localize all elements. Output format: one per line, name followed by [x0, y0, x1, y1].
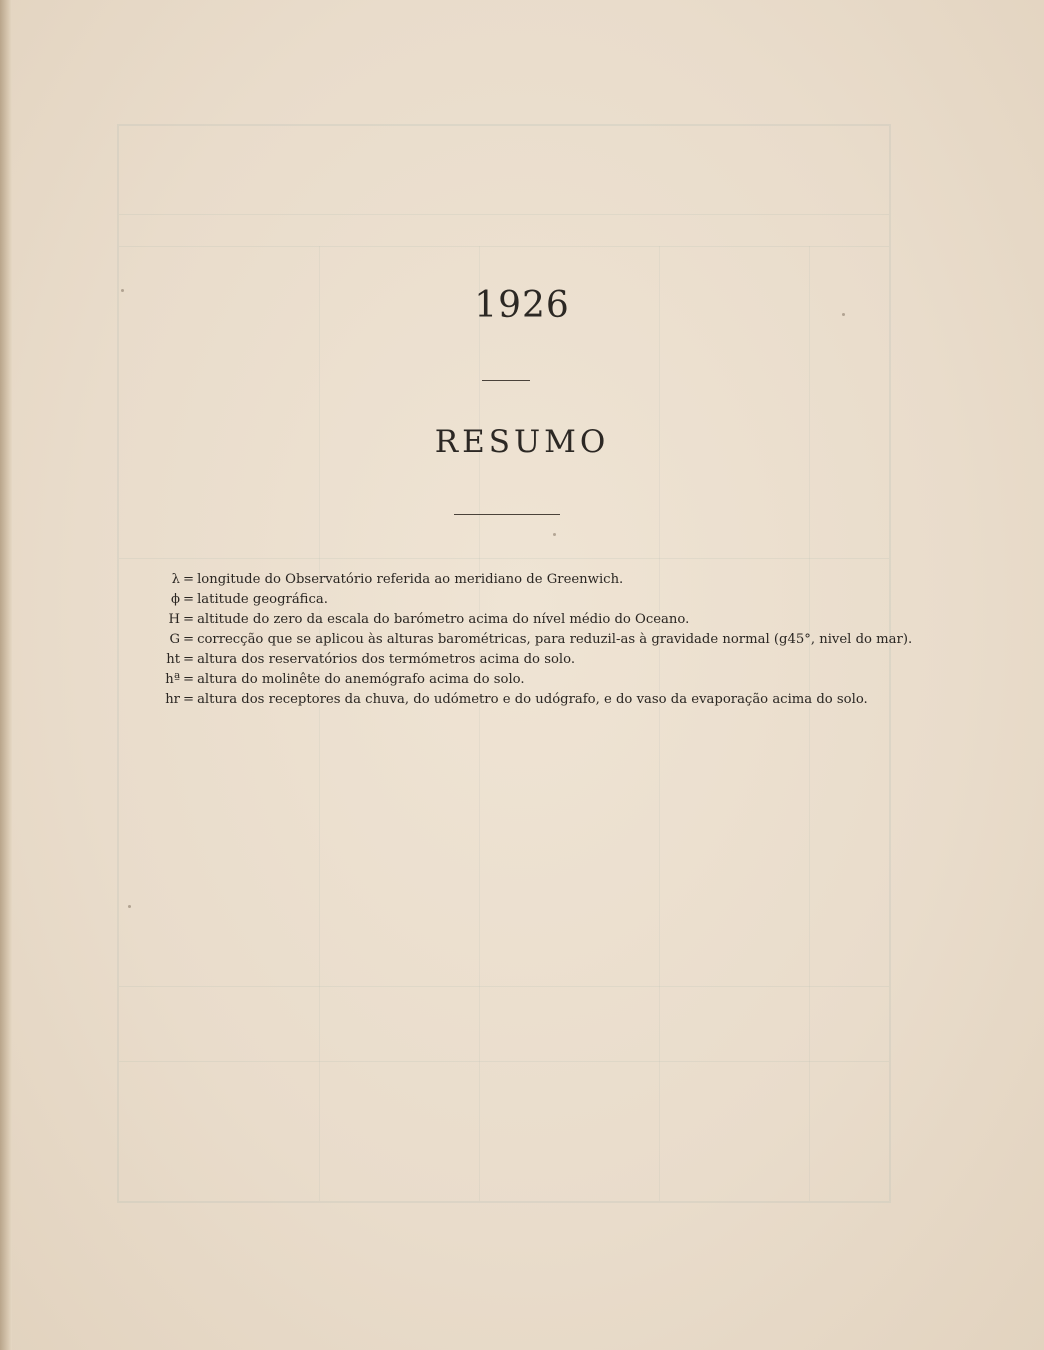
page-title: RESUMO: [434, 424, 610, 460]
definition-symbol: ht: [166, 652, 180, 667]
definition-text: altitude do zero da escala do barómetro acima do nível médio do Oceano.: [197, 612, 690, 627]
divider-top: [482, 380, 530, 381]
page-binding-edge: [0, 0, 12, 1350]
definitions-list: [150, 570, 920, 710]
paper-speck: [121, 289, 124, 292]
definition-text: longitude do Observatório referida ao meridiano de Greenwich.: [197, 572, 624, 587]
definition-row: λ = longitude do Observatório referida ao meridiano de Greenwich.: [150, 570, 920, 590]
definition-row: hª = altura do molinête do anemógrafo acima do solo.: [150, 670, 920, 690]
year-heading: 1926: [474, 285, 570, 326]
divider-bottom: [454, 514, 560, 515]
definition-row: ht = altura dos reservatórios dos termómetros acima do solo.: [150, 650, 920, 670]
definition-text: altura dos receptores da chuva, do udómetro e do udógrafo, e do vaso da evaporação acima do solo.: [197, 692, 868, 707]
definition-text: altura do molinête do anemógrafo acima do solo.: [197, 672, 525, 687]
definition-text: latitude geográfica.: [197, 592, 328, 607]
definition-symbol: λ: [171, 572, 180, 587]
definition-symbol: hr: [165, 692, 180, 707]
definition-row: ϕ = latitude geográfica.: [150, 590, 920, 610]
paper-speck: [128, 905, 131, 908]
definition-row: G = correcção que se aplicou às alturas barométricas, para reduzil-as à gravidade normal (g45°, nivel do mar).: [150, 630, 920, 650]
definition-row: hr = altura dos receptores da chuva, do udómetro e do udógrafo, e do vaso da evaporação acima do solo.: [150, 690, 920, 710]
paper-speck: [553, 533, 556, 536]
definition-symbol: ϕ: [171, 592, 180, 607]
definition-symbol: G: [169, 632, 180, 647]
paper-speck: [842, 313, 845, 316]
definition-symbol: H: [168, 612, 180, 627]
definition-text: correcção que se aplicou às alturas barométricas, para reduzil-as à gravidade normal (g45°, nivel do mar).: [197, 632, 913, 647]
definition-text: altura dos reservatórios dos termómetros acima do solo.: [197, 652, 576, 667]
definition-symbol: hª: [165, 672, 180, 687]
definition-row: H = altitude do zero da escala do barómetro acima do nível médio do Oceano.: [150, 610, 920, 630]
